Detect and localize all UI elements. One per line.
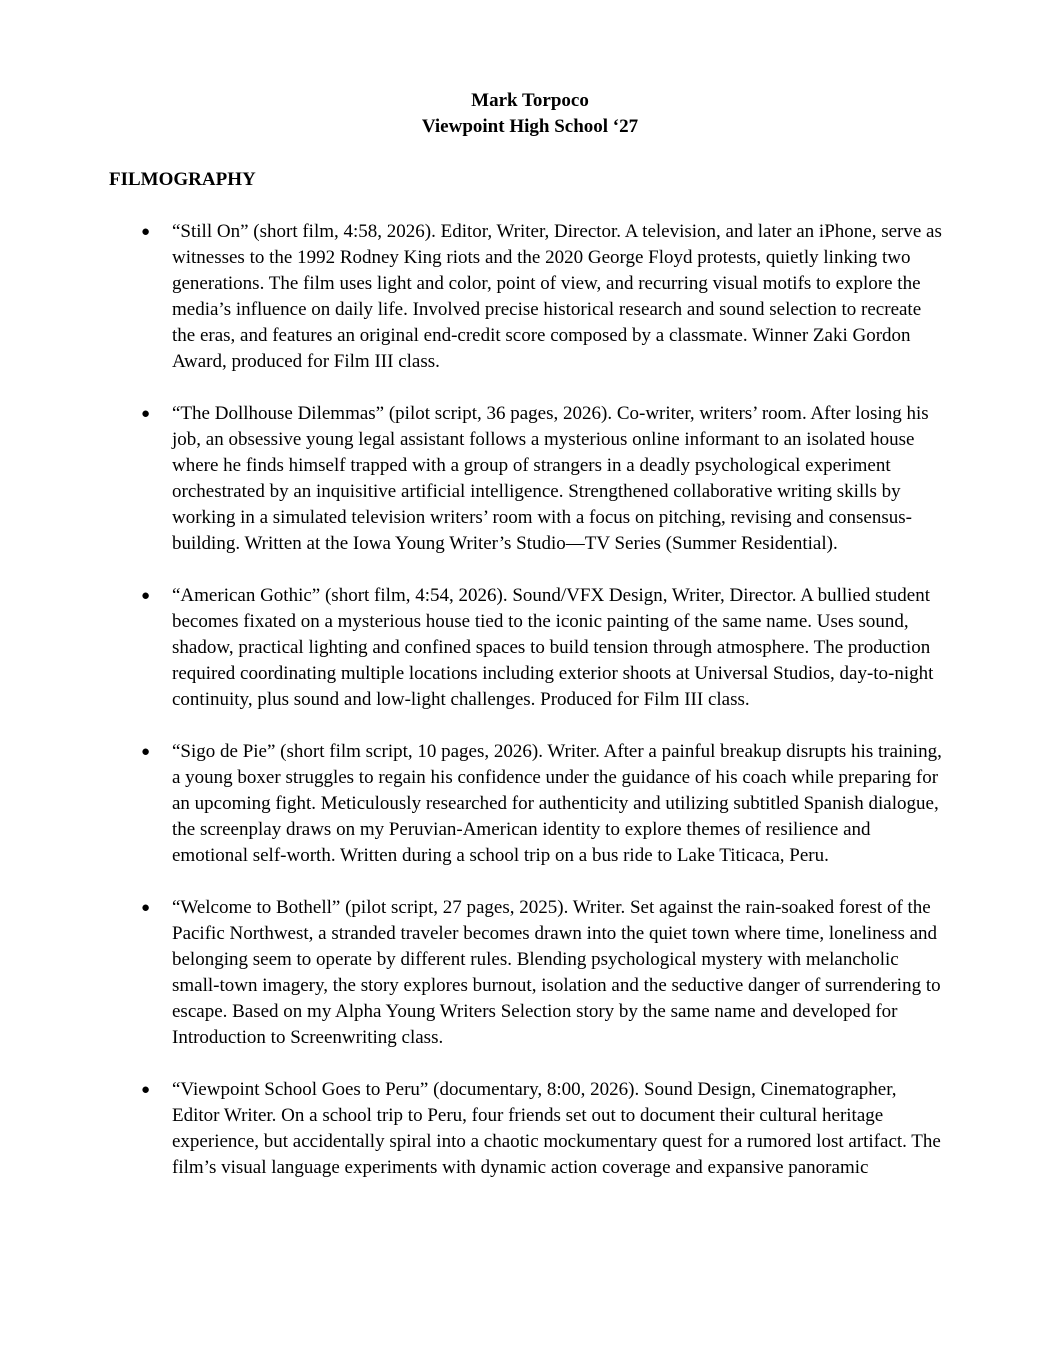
bullet-icon: ● xyxy=(141,224,151,240)
bullet-icon: ● xyxy=(141,900,151,916)
bullet-icon: ● xyxy=(141,1082,151,1098)
bullet-icon: ● xyxy=(141,744,151,760)
filmography-entry xyxy=(0,895,1060,1051)
entry-text: “Sigo de Pie” (short film script, 10 pages, 2026). Writer. After a painful breakup disrupts his training, a young boxer struggles to regain his confidence under the guidance of his coach while preparing for an upcoming fight. Meticulously researched for authenticity and utilizing subtitled Spanish dialogue, the screenplay draws on my Peruvian-American identity to explore themes of resilience and emotional self-worth. Written during a school trip on a bus ride to Lake Titicaca, Peru. xyxy=(172,741,942,866)
filmography-entry xyxy=(0,1077,1060,1181)
bullet-icon: ● xyxy=(141,588,151,604)
bullet-icon: ● xyxy=(141,406,151,422)
entry-text: “The Dollhouse Dilemmas” (pilot script, 36 pages, 2026). Co-writer, writers’ room. After losing his job, an obsessive young legal assistant follows a mysterious online informant to an isolated house where he finds himself trapped with a group of strangers in a deadly psychological experiment orchestrated by an inquisitive artificial intelligence. Strengthened collaborative writing skills by working in a simulated television writers’ room with a focus on pitching, revising and consensus-building. Written at the Iowa Young Writer’s Studio—TV Series (Summer Residential). xyxy=(172,403,929,554)
document-header xyxy=(0,88,1060,140)
entry-text: “Still On” (short film, 4:58, 2026). Editor, Writer, Director. A television, and later an iPhone, serve as witnesses to the 1992 Rodney King riots and the 2020 George Floyd protests, quietly linking two generations. The film uses light and color, point of view, and recurring visual motifs to explore the media’s influence on daily life. Involved precise historical research and sound selection to recreate the eras, and features an original end-credit score composed by a classmate. Winner Zaki Gordon Award, produced for Film III class. xyxy=(172,221,942,372)
entry-text: “Welcome to Bothell” (pilot script, 27 pages, 2025). Writer. Set against the rain-soaked forest of the Pacific Northwest, a stranded traveler becomes drawn into the quiet town where time, loneliness and belonging seem to operate by different rules. Blending psychological mystery with melancholic small-town imagery, the story explores burnout, isolation and the seductive danger of surrendering to escape. Based on my Alpha Young Writers Selection story by the same name and developed for Introduction to Screenwriting class. xyxy=(172,897,941,1048)
filmography-entry xyxy=(0,739,1060,869)
school-name: Viewpoint High School ‘27 xyxy=(421,116,639,137)
filmography-entry xyxy=(0,401,1060,557)
section-heading: FILMOGRAPHY xyxy=(109,169,256,190)
filmography-list xyxy=(0,219,1060,1207)
filmography-entry xyxy=(0,583,1060,713)
entry-text: “American Gothic” (short film, 4:54, 2026). Sound/VFX Design, Writer, Director. A bullied student becomes fixated on a mysterious house tied to the iconic painting of the same name. Uses sound, shadow, practical lighting and confined spaces to build tension through atmosphere. The production required coordinating multiple locations including exterior shoots at Universal Studios, day-to-night continuity, plus sound and low-light challenges. Produced for Film III class. xyxy=(172,585,934,710)
filmography-entry xyxy=(0,219,1060,375)
author-name: Mark Torpoco xyxy=(471,90,589,111)
entry-text: “Viewpoint School Goes to Peru” (documentary, 8:00, 2026). Sound Design, Cinematographer, Editor Writer. On a school trip to Peru, four friends set out to document their cultural heritage experience, but accidentally spiral into a chaotic mockumentary quest for a rumored lost artifact. The film’s visual language experiments with dynamic action coverage and expansive panoramic xyxy=(172,1079,941,1178)
